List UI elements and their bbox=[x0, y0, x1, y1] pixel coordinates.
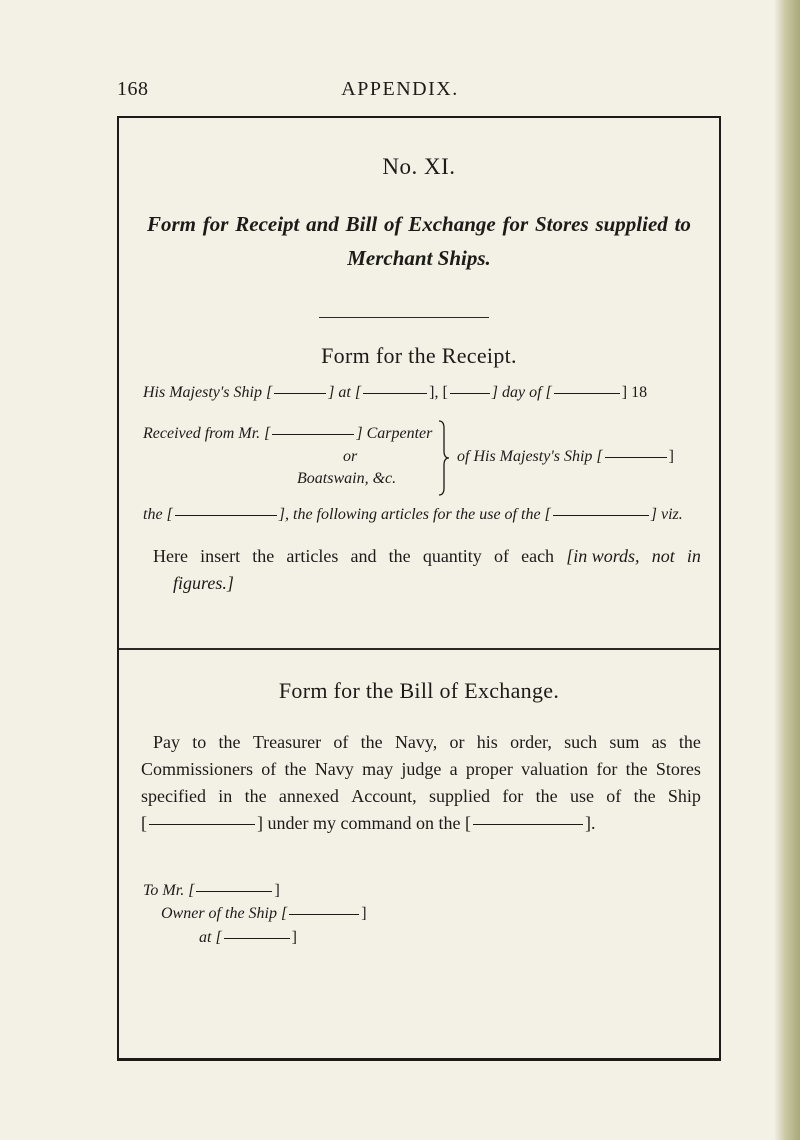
note-word: articles bbox=[286, 546, 339, 566]
bill-word: Ship bbox=[667, 786, 701, 806]
bill-word: Stores bbox=[655, 759, 701, 779]
at-label: at [ bbox=[199, 929, 222, 946]
to-mr-line bbox=[143, 882, 280, 900]
blank-field bbox=[196, 891, 272, 892]
bill-word: the bbox=[218, 732, 241, 752]
bracket-close: ] bbox=[274, 882, 280, 899]
title-word: to bbox=[674, 212, 691, 236]
blank-field bbox=[473, 824, 583, 825]
bill-word: supplied bbox=[429, 786, 490, 806]
form-title-line2: Merchant Ships. bbox=[347, 246, 491, 270]
receipt-note-line2: figures.] bbox=[173, 573, 234, 593]
bill-word: in bbox=[218, 786, 233, 806]
title-word: Stores bbox=[534, 212, 589, 236]
bill-word: the bbox=[535, 786, 558, 806]
bill-word: of bbox=[333, 732, 349, 752]
or-label: or bbox=[343, 448, 358, 465]
bill-heading: Form for the Bill of Exchange. bbox=[278, 678, 560, 703]
bill-word: the bbox=[633, 786, 656, 806]
blank-field bbox=[363, 393, 427, 394]
at-line bbox=[199, 929, 297, 947]
viz-label: ] viz. bbox=[650, 506, 683, 523]
form-title-line1 bbox=[147, 212, 691, 237]
title-word: Form bbox=[147, 212, 197, 236]
title-word: Exchange bbox=[408, 212, 496, 236]
following-articles-label: ], the following articles for the use of the [ bbox=[278, 506, 551, 523]
bill-word: the bbox=[678, 732, 701, 752]
blank-field bbox=[274, 393, 326, 394]
section-divider bbox=[319, 317, 489, 318]
blank-field bbox=[224, 938, 290, 939]
bill-word: sum bbox=[609, 732, 640, 752]
title-word: supplied bbox=[595, 212, 668, 236]
bill-para-line4 bbox=[141, 813, 595, 834]
blank-field bbox=[553, 515, 649, 516]
note-word: in bbox=[686, 546, 701, 566]
bracket-close: ]. bbox=[584, 813, 596, 833]
bill-para-line1 bbox=[153, 732, 701, 753]
note-word: Here bbox=[153, 546, 188, 566]
blank-field bbox=[450, 393, 490, 394]
page-number: 168 bbox=[117, 78, 149, 100]
of-majesty-ship-label: of His Majesty's Ship [ bbox=[457, 448, 603, 465]
bracket-open: [ bbox=[141, 813, 147, 833]
receipt-heading: Form for the Receipt. bbox=[321, 343, 517, 368]
receipt-ship-of bbox=[457, 448, 674, 466]
bill-word: to bbox=[192, 732, 207, 752]
title-word: of bbox=[383, 212, 402, 236]
brace-icon bbox=[437, 420, 451, 496]
bill-word: or bbox=[449, 732, 465, 752]
receipt-line-2 bbox=[143, 425, 432, 443]
receipt-at-label: ] at [ bbox=[328, 384, 362, 401]
bill-word: may bbox=[362, 759, 394, 779]
note-word: the bbox=[252, 546, 275, 566]
blank-field bbox=[272, 434, 354, 435]
the-label: the [ bbox=[143, 506, 173, 523]
bill-word: annexed bbox=[278, 786, 339, 806]
bill-word: of bbox=[261, 759, 277, 779]
blank-field bbox=[605, 457, 667, 458]
owner-line bbox=[161, 905, 367, 923]
bill-word: use bbox=[569, 786, 594, 806]
carpenter-label: ] Carpenter bbox=[356, 425, 433, 442]
received-from-label: Received from Mr. [ bbox=[143, 425, 271, 442]
title-word: for bbox=[502, 212, 529, 236]
bill-word: the bbox=[284, 759, 307, 779]
form-frame bbox=[117, 116, 721, 1061]
running-head: APPENDIX. bbox=[341, 78, 459, 100]
blank-field bbox=[175, 515, 277, 516]
section-divider-wide bbox=[119, 648, 719, 650]
owner-label: Owner of the Ship [ bbox=[161, 905, 288, 922]
form-number: No. XI. bbox=[382, 154, 456, 179]
note-word: each bbox=[521, 546, 555, 566]
to-mr-label: To Mr. [ bbox=[143, 882, 195, 899]
bracket-close: ] bbox=[291, 929, 297, 946]
blank-field bbox=[149, 824, 255, 825]
bill-word: order, bbox=[510, 732, 552, 752]
bill-word: Navy bbox=[314, 759, 354, 779]
bill-word: specified bbox=[141, 786, 206, 806]
title-word: Receipt bbox=[235, 212, 300, 236]
bracket-close: ] bbox=[361, 905, 367, 922]
note-word: insert bbox=[200, 546, 241, 566]
receipt-line-1 bbox=[143, 384, 647, 402]
blank-field bbox=[289, 914, 359, 915]
bill-word: a bbox=[449, 759, 458, 779]
receipt-date-bracket: ], [ bbox=[429, 384, 448, 401]
bill-word: valuation bbox=[521, 759, 589, 779]
bill-word: such bbox=[564, 732, 598, 752]
page-header bbox=[0, 78, 800, 108]
bill-word: proper bbox=[465, 759, 513, 779]
note-word: [in words, bbox=[566, 546, 640, 566]
bill-word: Account, bbox=[351, 786, 417, 806]
bill-word: the bbox=[625, 759, 648, 779]
note-word: of bbox=[493, 546, 509, 566]
title-word: Bill bbox=[345, 212, 378, 236]
bill-word: Navy, bbox=[394, 732, 438, 752]
title-word: and bbox=[306, 212, 339, 236]
bill-para-line2 bbox=[141, 759, 701, 780]
under-command-label: ] under my command on the [ bbox=[257, 813, 471, 833]
note-word: not bbox=[651, 546, 675, 566]
title-word: for bbox=[202, 212, 229, 236]
bill-word: of bbox=[606, 786, 622, 806]
note-word: the bbox=[388, 546, 411, 566]
receipt-ship-label: His Majesty's Ship [ bbox=[143, 384, 273, 401]
bill-word: judge bbox=[401, 759, 442, 779]
bracket-close: ] bbox=[668, 448, 674, 465]
note-word: quantity bbox=[422, 546, 482, 566]
note-word: and bbox=[350, 546, 377, 566]
bill-word: Treasurer bbox=[252, 732, 322, 752]
receipt-line-4 bbox=[143, 506, 683, 524]
receipt-year-label: ] 18 bbox=[621, 384, 648, 401]
receipt-day-label: ] day of [ bbox=[491, 384, 552, 401]
bill-word: the bbox=[244, 786, 267, 806]
boatswain-label: Boatswain, &c. bbox=[297, 470, 397, 487]
bill-word: the bbox=[360, 732, 383, 752]
page-edge-shadow bbox=[774, 0, 800, 1140]
bill-word: Commissioners bbox=[141, 759, 254, 779]
bill-word: as bbox=[651, 732, 667, 752]
bill-word: for bbox=[502, 786, 524, 806]
bill-word: his bbox=[476, 732, 498, 752]
bill-word: Pay bbox=[153, 732, 180, 752]
receipt-note-line1 bbox=[153, 546, 701, 567]
bill-para-line3 bbox=[141, 786, 701, 807]
blank-field bbox=[554, 393, 620, 394]
bill-word: for bbox=[596, 759, 618, 779]
